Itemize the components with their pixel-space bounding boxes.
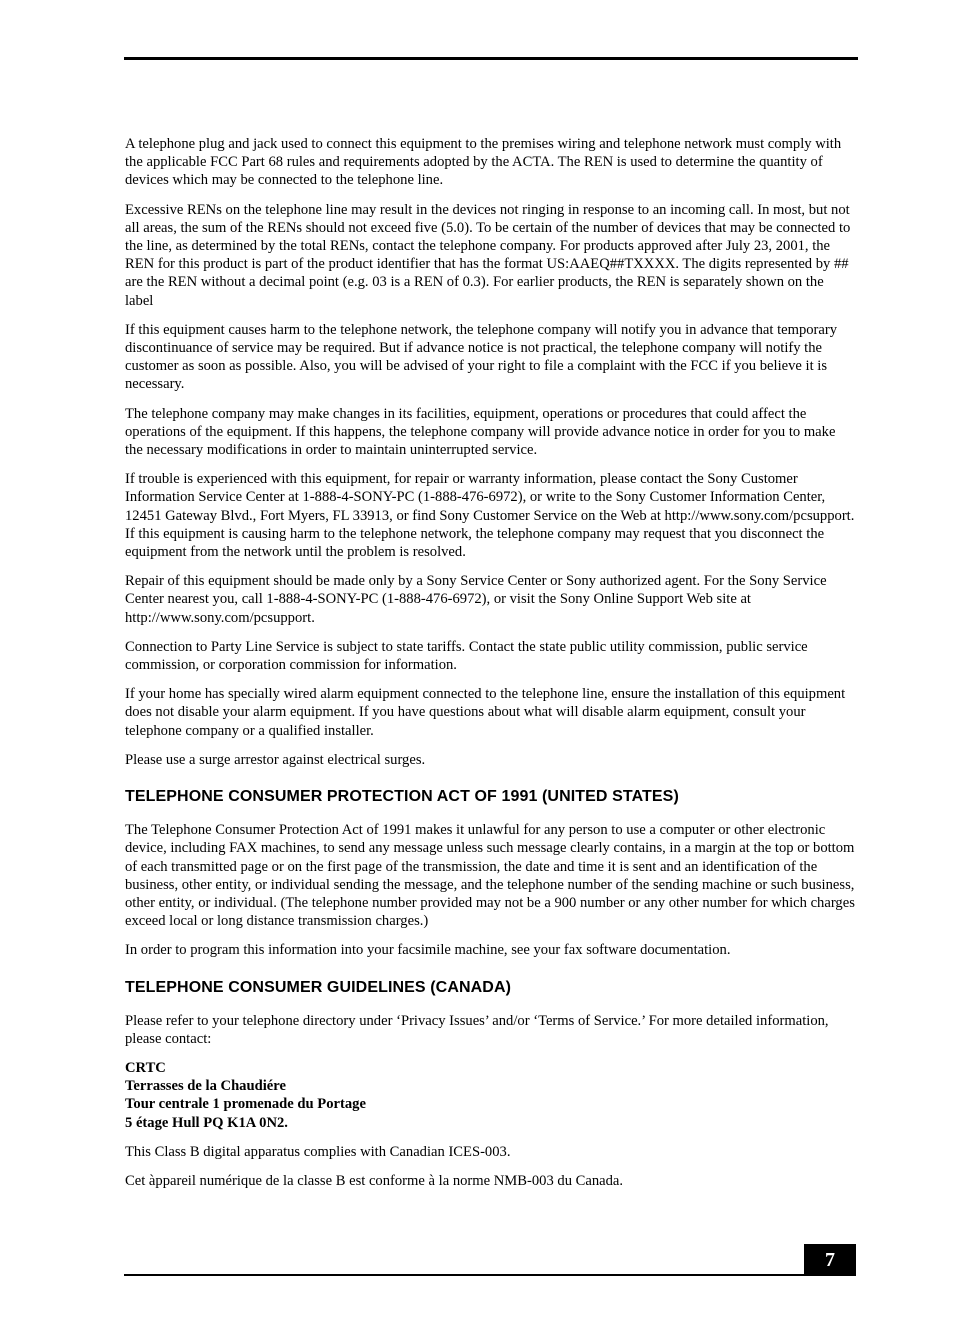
paragraph: A telephone plug and jack used to connect this equipment to the premises wiring and telephone network must comply with the applicable FCC Part 68 rules and requirements adopted by the ACTA. The REN is used to determine the quantity of devices which may be connected to the telephone line. [125, 136, 842, 189]
section-heading-tcpa: TELEPHONE CONSUMER PROTECTION ACT OF 1991 (UNITED STATES) [125, 788, 679, 806]
top-rule [124, 57, 858, 60]
document-body [125, 135, 855, 1201]
crtc-address [125, 1059, 855, 1132]
paragraph: Please refer to your telephone directory under ‘Privacy Issues’ and/or ‘Terms of Service.’ For more detailed information, please contact: [125, 1012, 829, 1047]
paragraph: The telephone company may make changes in its facilities, equipment, operations or procedures that could affect the operations of the equipment. If this happens, the telephone company will provide advance notice in order for you to make the necessary modifications in order to maintain uninterrupted service. [125, 405, 836, 459]
address-line: Tour centrale 1 promenade du Portage [125, 1096, 366, 1113]
section-heading-canada: TELEPHONE CONSUMER GUIDELINES (CANADA) [125, 978, 512, 996]
address-line: Terrasses de la Chaudiére [125, 1078, 286, 1095]
paragraph: Please use a surge arrestor against electrical surges. [125, 751, 426, 768]
bottom-rule [124, 1274, 856, 1276]
paragraph: Excessive RENs on the telephone line may result in the devices not ringing in response to an incoming call. In most, but not all areas, the sum of the RENs should not exceed five (5.0). To be certain of the number of devices that may be connected to the line, as determined by the total RENs, contact the telephone company. For products approved after July 23, 2001, the REN for this product is part of the product identifier that has the format US:AAEQ##TXXXX. The digits represented by ## are the REN without a decimal point (e.g. 03 is a REN of 0.3). For earlier products, the REN is separately shown on the label [125, 201, 851, 309]
paragraph: This Class B digital apparatus complies with Canadian ICES-003. [125, 1143, 511, 1160]
address-line: 5 étage Hull PQ K1A 0N2. [125, 1114, 288, 1131]
address-line: CRTC [125, 1059, 166, 1076]
paragraph: Cet àppareil numérique de la classe B est conforme à la norme NMB-003 du Canada. [125, 1172, 624, 1189]
paragraph: Connection to Party Line Service is subject to state tariffs. Contact the state public utility commission, public service commission, or corporation commission for information. [125, 638, 808, 674]
paragraph: The Telephone Consumer Protection Act of 1991 makes it unlawful for any person to use a computer or other electronic device, including FAX machines, to send any message unless such message clearly contains, in a margin at the top or bottom of each transmitted page or on the first page of the transmission, the date and time it is sent and an identification of the business, other entity, or individual sending the message, and the telephone number of the sending machine or such business, other entity, or individual. (The telephone number provided may not be a 900 number or any other number for which charges exceed local or long distance transmission charges.) [125, 822, 855, 930]
paragraph: If trouble is experienced with this equipment, for repair or warranty information, please contact the Sony Customer Information Service Center at 1-888-4-SONY-PC (1-888-476-6972), or write to the Sony Customer Information Center, 12451 Gateway Blvd., Fort Myers, FL 33913, or find Sony Customer Service on the Web at http://www.sony.com/pcsupport. If this equipment is causing harm to the telephone network, the telephone company may request that you disconnect the equipment from the network until the problem is resolved. [125, 471, 855, 561]
paragraph: In order to program this information into your facsimile machine, see your fax software documentation. [125, 942, 731, 959]
paragraph: Repair of this equipment should be made only by a Sony Service Center or Sony authorized agent. For the Sony Service Center nearest you, call 1-888-4-SONY-PC (1-888-476-6972), or visit the Sony Online Support Web site at http://www.sony.com/pcsupport. [125, 573, 827, 626]
page-number: 7 [804, 1244, 856, 1276]
paragraph: If this equipment causes harm to the telephone network, the telephone company will notify you in advance that temporary discontinuance of service may be required. But if advance notice is not practical, the telephone company will notify the customer as soon as possible. Also, you will be advised of your right to file a complaint with the FCC if you believe it is necessary. [125, 321, 838, 393]
paragraph: If your home has specially wired alarm equipment connected to the telephone line, ensure the installation of this equipment does not disable your alarm equipment. If you have questions about what will disable alarm equipment, consult your telephone company or a qualified installer. [125, 686, 846, 739]
